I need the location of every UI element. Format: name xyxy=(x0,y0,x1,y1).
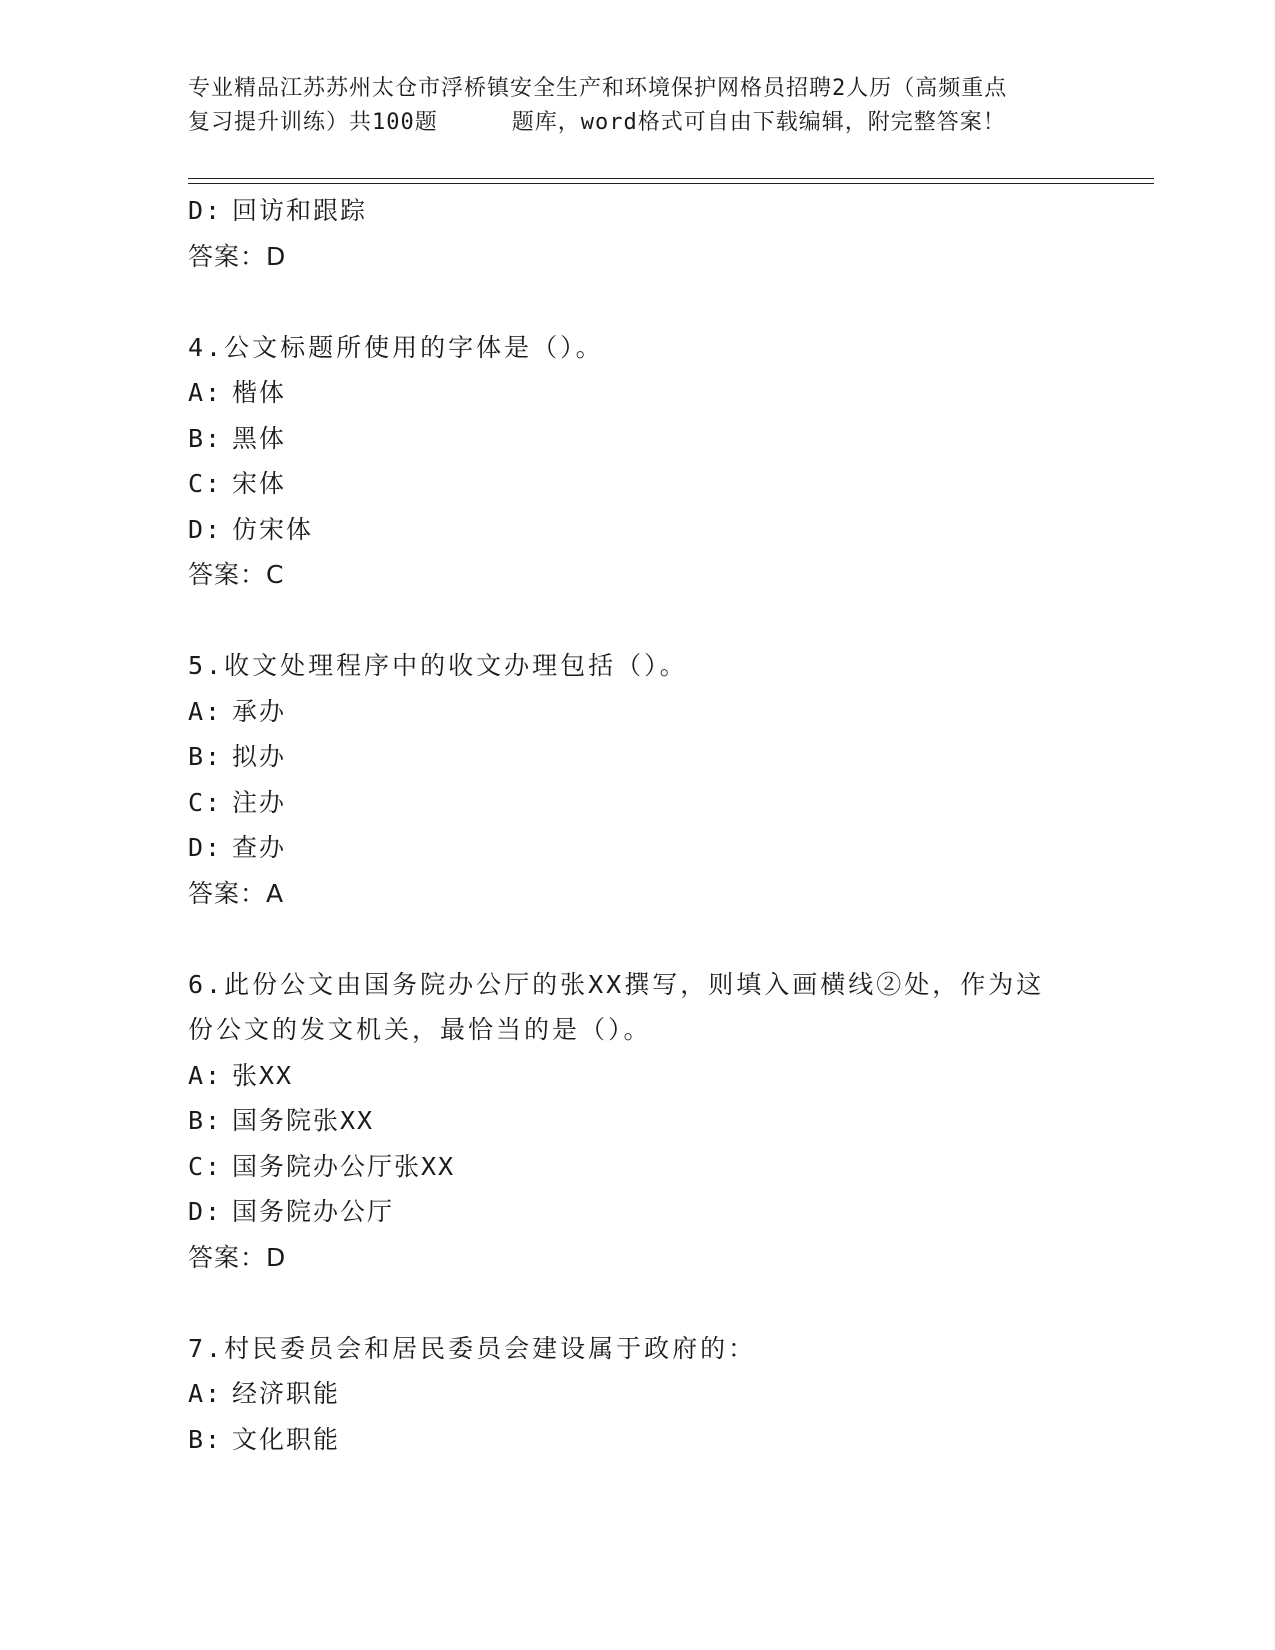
option-key: A: xyxy=(188,1379,223,1408)
option-row xyxy=(188,416,1148,462)
option-row xyxy=(188,188,1148,234)
header-divider-thin xyxy=(188,178,1154,179)
option-key: C: xyxy=(188,787,223,817)
option-key: D: xyxy=(188,833,223,862)
question-stem: 4.公文标题所使用的字体是（）。 xyxy=(188,332,604,362)
question-stem: 6.此份公文由国务院办公厅的张XX撰写，则填入画横线②处，作为这 xyxy=(188,969,1045,999)
option-key: A: xyxy=(188,1060,223,1090)
answer-row xyxy=(188,871,1148,917)
option-row xyxy=(188,1371,1148,1417)
header-title-line-1: 专业精品江苏苏州太仓市浮桥镇安全生产和环境保护网格员招聘2人历（高频重点 xyxy=(188,76,1008,101)
option-key: A: xyxy=(188,378,223,407)
option-row xyxy=(188,689,1148,735)
answer-prefix: 答案： xyxy=(188,878,267,908)
option-text: 张XX xyxy=(232,1060,294,1090)
option-text: 查办 xyxy=(232,833,287,862)
option-row xyxy=(188,1053,1148,1099)
answer-prefix: 答案： xyxy=(188,560,267,589)
option-text: 宋体 xyxy=(232,469,287,498)
option-text: 仿宋体 xyxy=(232,514,314,544)
option-text: 国务院办公厅张XX xyxy=(232,1151,456,1181)
option-text: 拟办 xyxy=(232,742,287,771)
answer-value: A xyxy=(266,878,285,908)
answer-row xyxy=(188,234,1148,280)
option-text: 文化职能 xyxy=(232,1424,341,1454)
option-row xyxy=(188,1098,1148,1144)
option-row xyxy=(188,734,1148,780)
header-title-line-2a: 复习提升训练）共100题 xyxy=(188,110,438,135)
option-key: C: xyxy=(188,469,223,498)
option-key: B: xyxy=(188,1424,223,1454)
option-row xyxy=(188,780,1148,826)
question-list xyxy=(188,188,1148,1462)
option-key: B: xyxy=(188,1106,223,1135)
page-header xyxy=(188,72,1088,140)
option-text: 回访和跟踪 xyxy=(232,196,368,225)
option-row xyxy=(188,507,1148,553)
option-text: 国务院办公厅 xyxy=(232,1197,395,1226)
option-key: D: xyxy=(188,1197,223,1226)
header-divider-thick xyxy=(188,183,1154,184)
option-key: B: xyxy=(188,423,223,453)
option-key: D: xyxy=(188,514,223,544)
option-key: C: xyxy=(188,1151,223,1181)
option-row xyxy=(188,370,1148,416)
header-title-line-2 xyxy=(188,106,1088,140)
question-stem: 7.村民委员会和居民委员会建设属于政府的： xyxy=(188,1333,757,1363)
answer-value: C xyxy=(266,560,285,589)
option-row xyxy=(188,1417,1148,1463)
question-stem-continued: 份公文的发文机关，最恰当的是（）。 xyxy=(188,1015,652,1044)
option-text: 国务院张XX xyxy=(232,1106,375,1135)
option-row xyxy=(188,1144,1148,1190)
option-text: 黑体 xyxy=(232,423,287,453)
header-title-line-2b: 题库，word格式可自由下载编辑，附完整答案！ xyxy=(511,110,1006,135)
answer-row xyxy=(188,552,1148,598)
option-text: 经济职能 xyxy=(232,1379,341,1408)
option-key: A: xyxy=(188,696,223,726)
option-row xyxy=(188,461,1148,507)
answer-row xyxy=(188,1235,1148,1281)
answer-value: D xyxy=(266,241,287,271)
option-text: 楷体 xyxy=(232,378,287,407)
option-row xyxy=(188,1189,1148,1235)
option-key: D: xyxy=(188,196,223,225)
answer-value: D xyxy=(266,1242,287,1272)
option-key: B: xyxy=(188,742,223,771)
option-text: 承办 xyxy=(232,696,287,726)
answer-prefix: 答案： xyxy=(188,241,267,271)
option-text: 注办 xyxy=(232,787,287,817)
option-row xyxy=(188,825,1148,871)
question-stem: 5.收文处理程序中的收文办理包括（）。 xyxy=(188,651,688,680)
answer-prefix: 答案： xyxy=(188,1242,267,1272)
